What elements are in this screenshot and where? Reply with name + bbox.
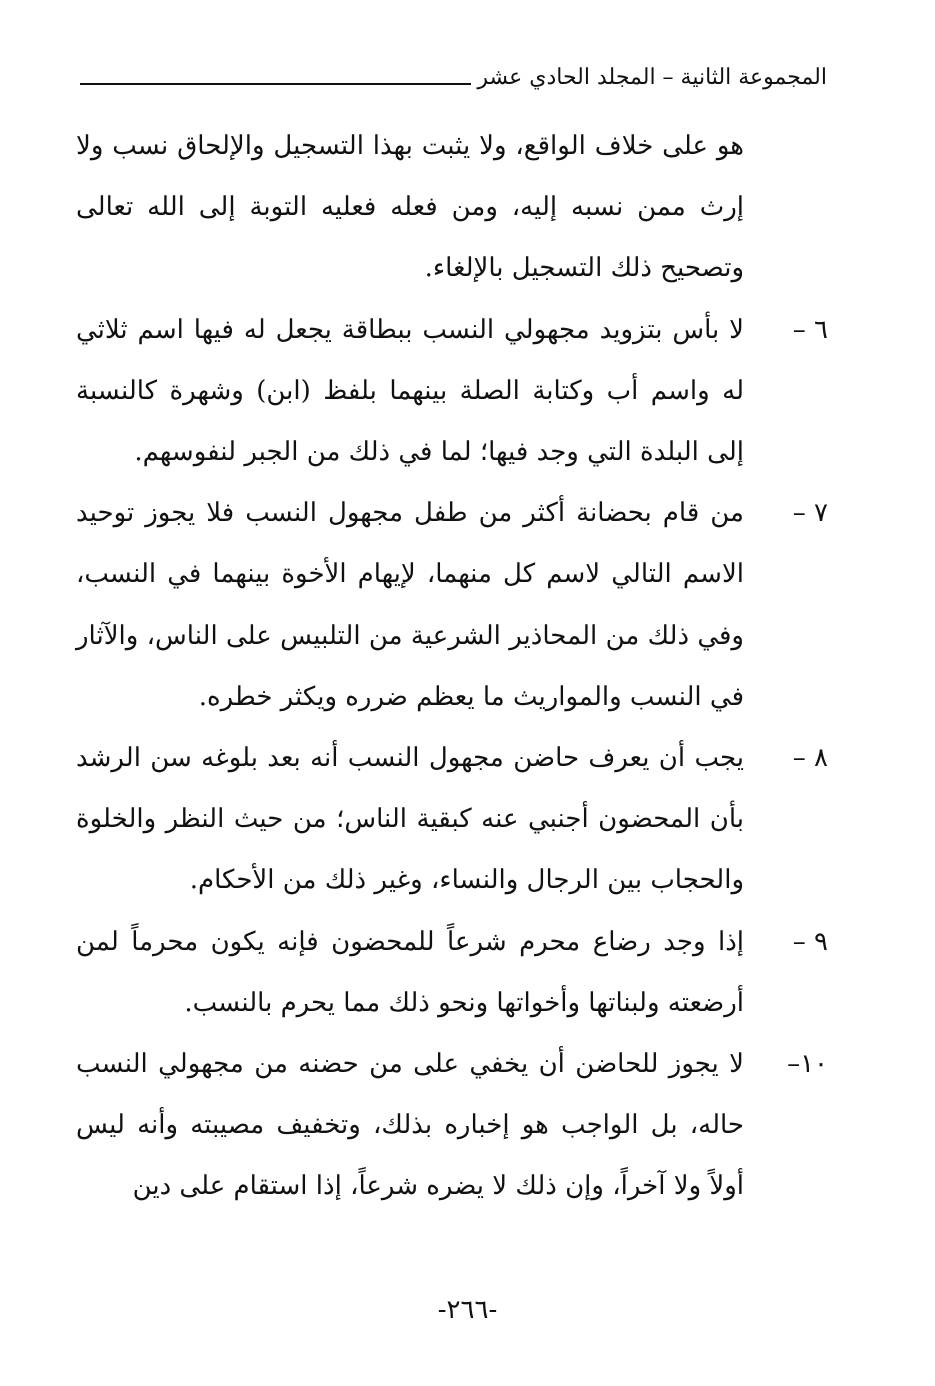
item-number: ٨ –	[792, 743, 828, 774]
list-item-7	[76, 483, 828, 728]
item-number: ٦ –	[792, 314, 828, 345]
page-number: -٢٦٦-	[437, 1295, 498, 1325]
item-number: ١٠–	[787, 1049, 828, 1080]
item-number: ٩ –	[792, 926, 828, 957]
list-item-6	[76, 300, 828, 484]
item-number: ٧ –	[792, 498, 828, 529]
item-text: لا بأس بتزويد مجهولي النسب ببطاقة يجعل له فيها اسم ثلاثي له واسم أب وكتابة الصلة بينهما بلفظ (ابن) وشهرة كالنسبة إلى البلدة التي وجد فيها؛ لما في ذلك من الجبر لنفوسهم.	[76, 314, 744, 468]
list-item-10	[76, 1034, 828, 1218]
list-item-9	[76, 912, 828, 1034]
list-item-8	[76, 728, 828, 912]
item-text: لا يجوز للحاضن أن يخفي على من حضنه من مجهولي النسب حاله، بل الواجب هو إخباره بذلك، وتخفيف مصيبته وأنه ليس أولاً ولا آخراً، وإن ذلك لا يضره شرعاً، إذا استقام على دين	[76, 1049, 744, 1202]
body-text	[76, 116, 828, 1218]
item-text: إذا وجد رضاع محرم شرعاً للمحضون فإنه يكون محرماً لمن أرضعته ولبناتها وأخواتها ونحو ذلك مما يحرم بالنسب.	[76, 926, 744, 1018]
continuation-paragraph: هو على خلاف الواقع، ولا يثبت بهذا التسجيل والإلحاق نسب ولا إرث ممن نسبه إليه، ومن فعله فعليه التوبة إلى الله تعالى وتصحيح ذلك التسجيل بالإلغاء.	[76, 131, 744, 284]
item-text: من قام بحضانة أكثر من طفل مجهول النسب فلا يجوز توحيد الاسم التالي لاسم كل منهما، لإيهام الأخوة بينهما في النسب، وفي ذلك من المحاذير الشرعية من التلبيس على الناس، والآثار في النسب والمواريث ما يعظم ضرره ويكثر خطره.	[76, 498, 744, 712]
running-header-title: المجموعة الثانية – المجلد الحادي عشر	[471, 58, 827, 98]
item-text: يجب أن يعرف حاضن مجهول النسب أنه بعد بلوغه سن الرشد بأن المحضون أجنبي عنه كبقية الناس؛ من حيث النظر والخلوة والحجاب بين الرجال والنساء، وغير ذلك من الأحكام.	[76, 743, 744, 896]
